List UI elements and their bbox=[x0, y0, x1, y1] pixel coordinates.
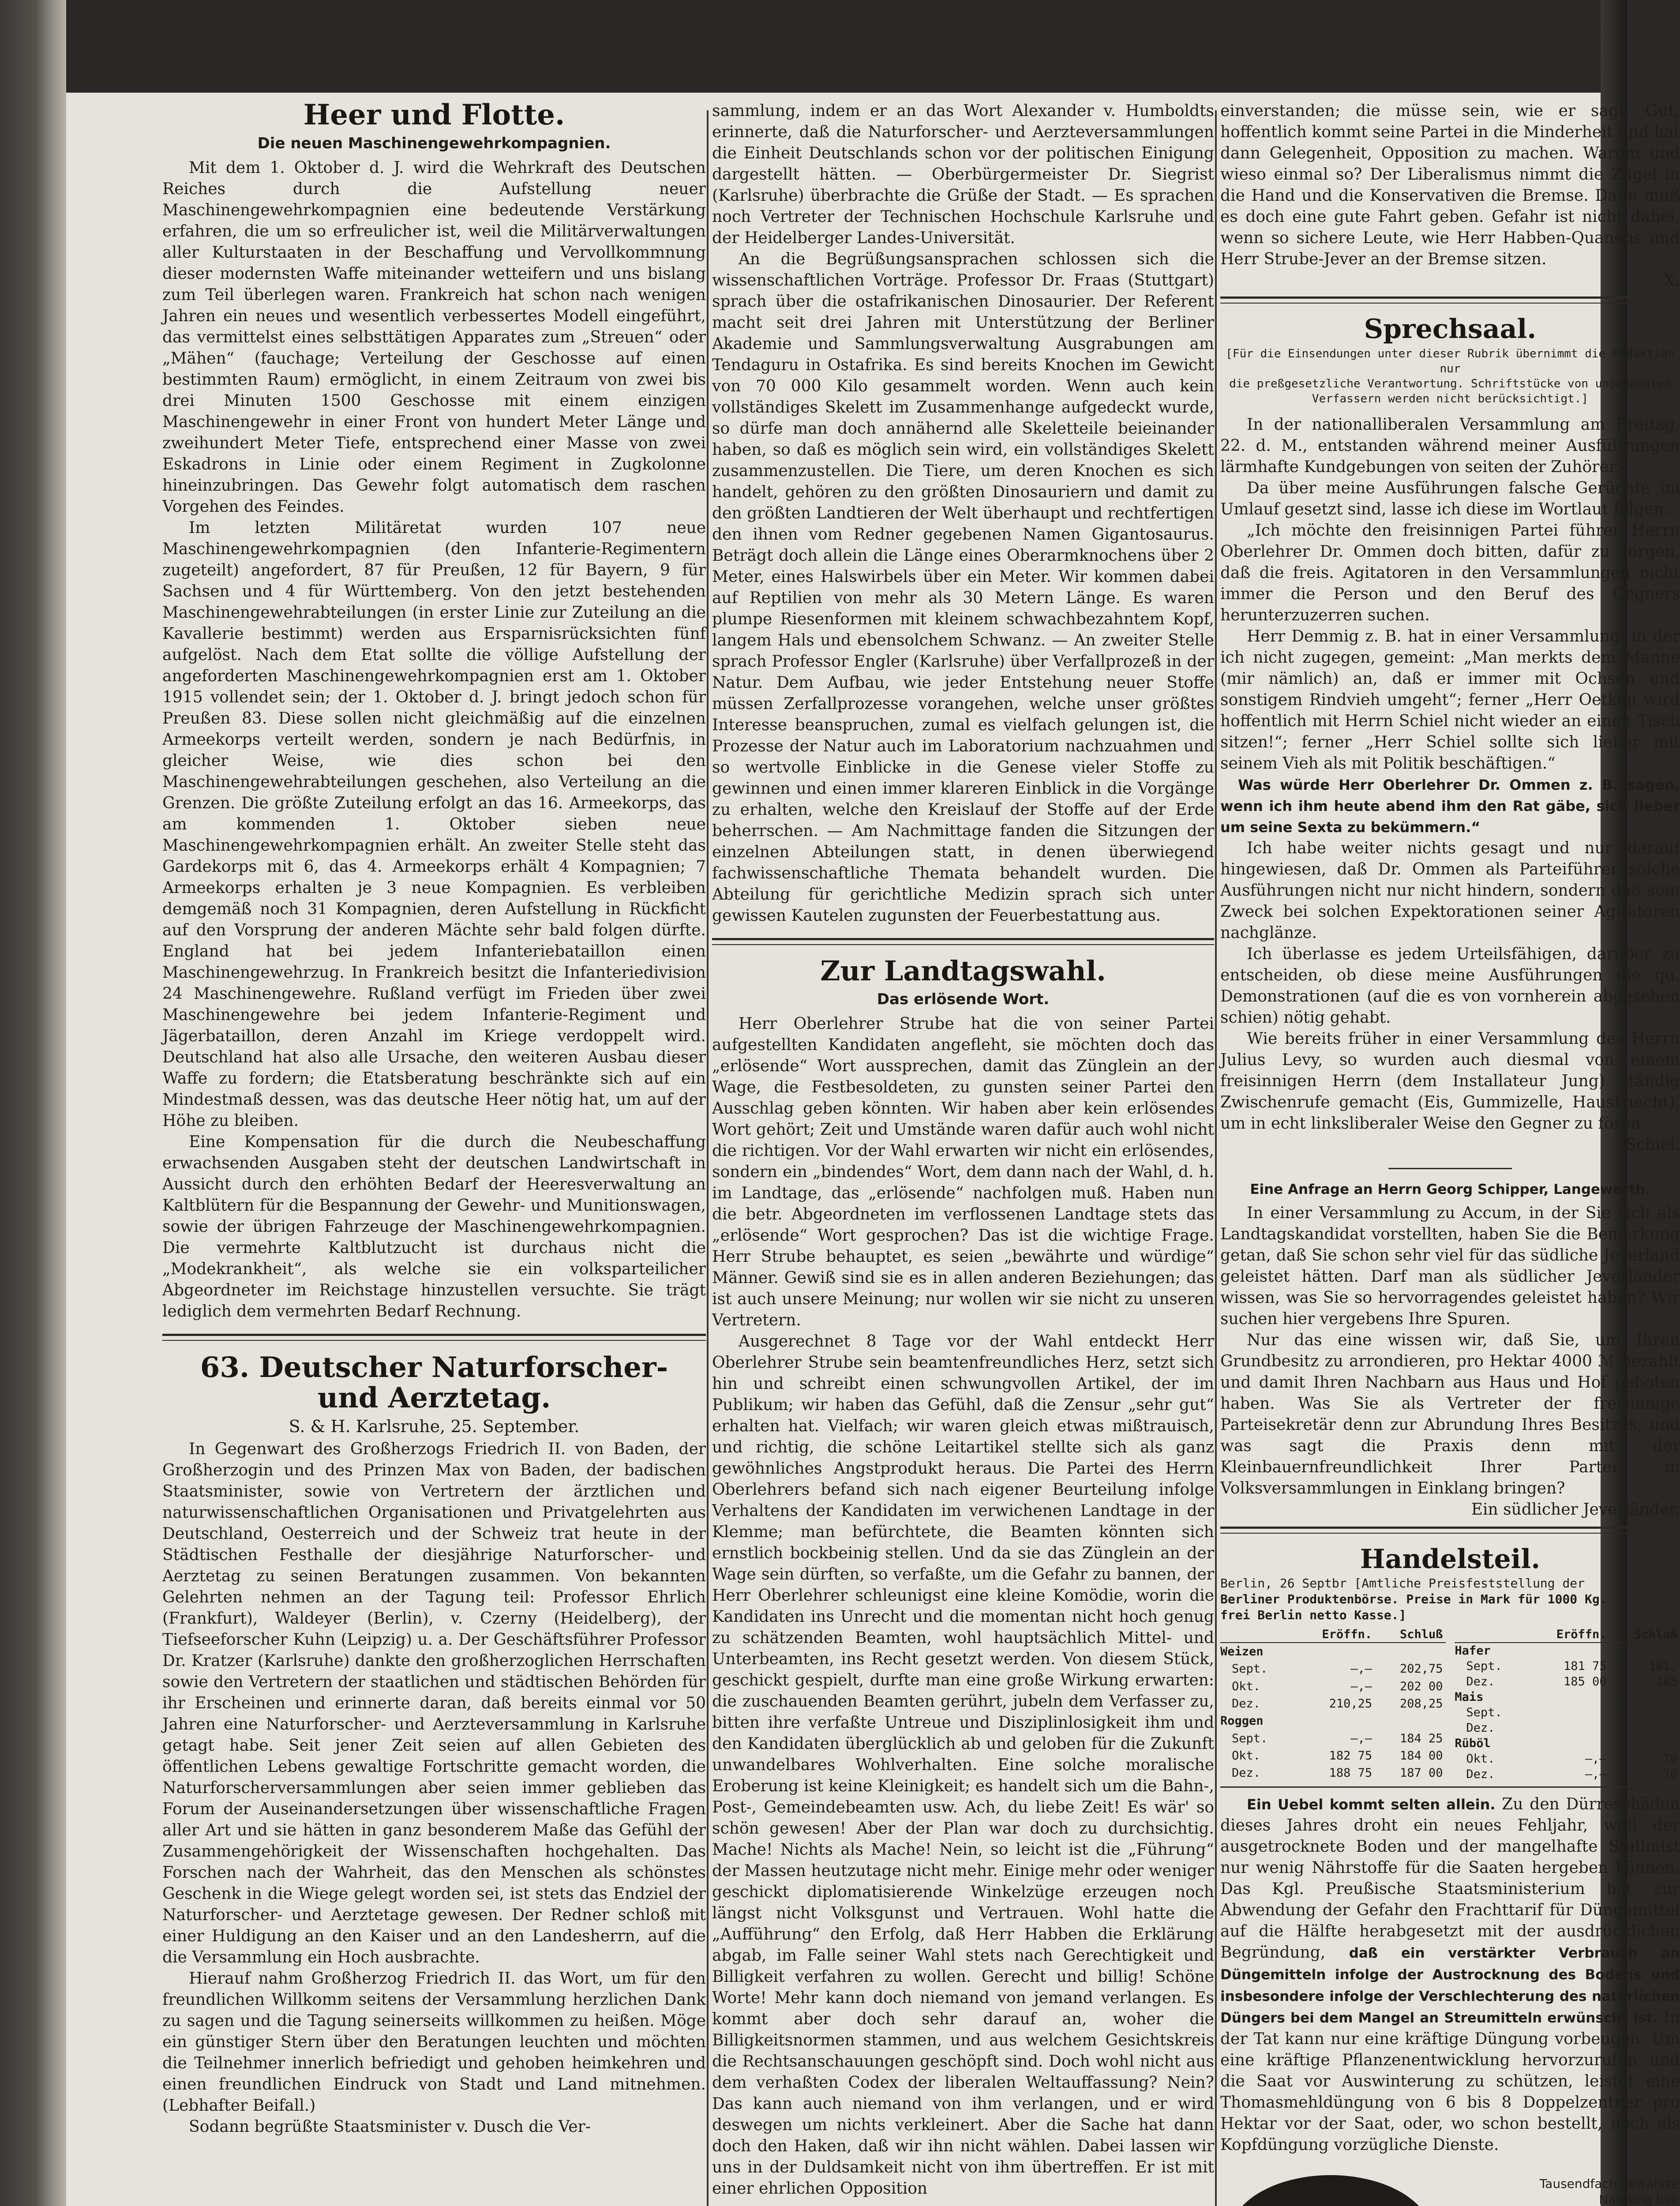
natur-paragraph: Sodann begrüßte Staatsminister v. Dusch die Ver- bbox=[189, 2118, 591, 2136]
section-divider bbox=[1220, 1527, 1680, 1534]
sprechsaal-heading: Sprechsaal. bbox=[1364, 314, 1537, 345]
heer-paragraph: Mit dem 1. Oktober d. J. wird die Wehrkraft des Deutschen Reiches durch die Aufstellung neuer Maschinengewehrkompagnien eine bedeutende Verstärkung erfahren, die um so erfreulicher ist, weil die Militärverwaltungen aller Kulturstaaten in der Beschaffung und Vervollkommnung dieser modernsten Waffe miteinander wetteifern und uns bislang zum Teil überlegen waren. Frankreich hat schon nach wenigen Jahren ein neues und wesentlich verbessertes Modell eingeführt, das vermittelst eines selbsttätigen Apparates zum „Streuen“ oder „Mähen“ (fauchage; Verteilung der Geschosse auf einen bestimmten Raum) ermöglicht, in einem Zeitraum von zwei bis drei Minuten 1500 Geschosse mit einem einzigen Maschinengewehr in einer Front von hundert Meter Länge und zweihundert Meter Tiefe, entsprechend einer Masse von zwei Eskadrons in Linie oder einem Regiment in Zugkolonne hineinzubringen. Das Gewehr folgt automatisch dem raschen Vorgehen des Feindes. bbox=[162, 159, 706, 516]
landtag-continued-paragraph: einverstanden; die müsse sein, wie er sagt. Gut; hoffentlich kommt seine Partei in die Minderheit und hat dann Gelegenheit, Opposition zu machen. Warum und wieso einmal so? Der Liberalismus nimmt die Zügel in die Hand und die Konservativen die Bremse. Dann muß es doch eine gute Fahrt geben. Gefahr ist nicht dabei, wenn so sichere Leute, wie Herr Habben-Quanens und Herr Strube-Jever an der Bremse sitzen. bbox=[1220, 102, 1680, 268]
market-cell-open: 181 75 bbox=[1564, 1659, 1607, 1673]
market-cell-open: 185 00 bbox=[1564, 1674, 1607, 1688]
heer-paragraph: Eine Kompensation für die durch die Neubeschaffung erwachsenden Ausgaben steht der deutschen Landwirtschaft in Aussicht durch den erhöhten Bedarf der Heeresverwaltung an Kaltblütern für die Bespannung der Gewehr- und Munitionswagen, sowie der übrigen Fahrzeuge der Maschinengewehrkompagnien. Die vermehrte Kaltblutzucht ist durchaus nicht die „Modekrankheit“, als welche sie ein volksparteilicher Abgeordneter im Reichstage hinzustellen versuchte. Sie trägt lediglich dem vermehrten Bedarf Rechnung. bbox=[162, 1133, 706, 1321]
natur-heading-line1: 63. Deutscher Naturforscher- bbox=[200, 1351, 668, 1384]
market-cell-open: 210,25 bbox=[1329, 1696, 1372, 1711]
sprechsaal-paragraph: „Ich möchte den freisinnigen Partei führer Herrn Oberlehrer Dr. Ommen doch bitten, dafür zu sorgen, daß die freis. Agitatoren in den Versammlungen nicht immer die Person und den Beruf des Gegners herunterzuzerren suchen. bbox=[1220, 521, 1680, 624]
market-cell-open: 182 75 bbox=[1329, 1749, 1372, 1763]
market-intro-line: frei Berlin netto Kasse.] bbox=[1220, 1607, 1406, 1622]
handelsteil-heading: Handelsteil. bbox=[1360, 1543, 1541, 1575]
market-row bbox=[1455, 1751, 1680, 1767]
market-cell-open: 188 75 bbox=[1329, 1766, 1372, 1780]
market-row bbox=[1455, 1767, 1680, 1782]
newspaper-page bbox=[66, 93, 1680, 2206]
ad-line: Nahrung bei: bbox=[1599, 2192, 1679, 2206]
market-cell-label: Okt. bbox=[1466, 1752, 1495, 1766]
market-cell-close bbox=[1609, 1736, 1680, 1751]
sprechsaal-paragraph: Ich habe weiter nichts gesagt und nur darauf hingewiesen, daß Dr. Ommen als Parteiführer solche Ausführungen nicht nur nicht hindern, sondern daß sein Zweck bei solchen Expektorationen seiner Agitatoren nachglänze. bbox=[1220, 839, 1680, 942]
natur-paragraph: Hierauf nahm Großherzog Friedrich II. das Wort, um für den freundlichen Willkomm seitens der Versammlung herzlichen Dank zu sagen und die Tagung seinerseits willkommen zu heißen. Möge ein günstiger Stern über den Beratungen leuchten und möchten die Teilnehmer innerlich befriedigt und gehoben heimkehren und einen freundlichen Eindruck von Stadt und Land mitnehmen. (Lebhafter Beifall.) bbox=[162, 1970, 706, 2115]
market-row bbox=[1220, 1712, 1446, 1730]
market-cell-close: 181, bbox=[1648, 1659, 1677, 1673]
market-col-header: Eröffn. bbox=[1294, 1627, 1375, 1643]
anfrage-heading: Eine Anfrage an Herrn Georg Schipper, Langewerth. bbox=[1250, 1181, 1650, 1197]
market-intro-line: Berliner Produktenbörse. Preise in Mark für 1000 Kg. bbox=[1220, 1591, 1607, 1606]
anfrage-paragraph: In einer Versammlung zu Accum, in der Sie sich als Landtagskandidat vorstellten, haben Sie die Bemerkung getan, daß Sie schon sehr viel für das südliche Jeverland geleistet hätten. Darf man als südlicher Jeverländer wissen, was Sie so hervorragendes geleistet haben? Wir suchen hier vergebens Ihre Spuren. bbox=[1220, 1204, 1680, 1328]
market-row bbox=[1220, 1695, 1446, 1712]
market-cell-open: —,— bbox=[1585, 1767, 1607, 1781]
market-cell-close: 185 bbox=[1656, 1674, 1677, 1688]
ad-line: Tausendfach bewährte bbox=[1539, 2176, 1679, 2191]
market-table-left bbox=[1220, 1627, 1446, 1782]
market-cell-open: —,— bbox=[1350, 1662, 1372, 1676]
market-cell-close bbox=[1609, 1689, 1680, 1705]
landtag-subheading: Das erlösende Wort. bbox=[877, 990, 1050, 1008]
market-row bbox=[1220, 1747, 1446, 1764]
market-row bbox=[1455, 1720, 1680, 1736]
anfrage-signature: Ein südlicher Jeverländer. bbox=[1471, 1500, 1680, 1519]
market-cell-close: 184 00 bbox=[1400, 1749, 1443, 1763]
market-row bbox=[1220, 1764, 1446, 1782]
market-row bbox=[1455, 1674, 1680, 1689]
market-cell-close bbox=[1609, 1705, 1680, 1720]
market-cell-open bbox=[1528, 1705, 1609, 1720]
market-cell-label: Sept. bbox=[1466, 1705, 1502, 1719]
market-cell-open bbox=[1528, 1720, 1609, 1736]
market-cell-close bbox=[1609, 1643, 1680, 1658]
heer-subheading: Die neuen Maschinengewehrkompagnien. bbox=[257, 135, 611, 153]
market-cell-label: Dez. bbox=[1466, 1767, 1495, 1781]
sprechsaal-signature: Schiel. bbox=[1625, 1135, 1680, 1154]
market-intro-line: Berlin, 26 Septbr [Amtliche Preisfeststellung der bbox=[1220, 1576, 1585, 1591]
uebel-text: Zu den Dürreschäden dieses Jahres droht ein neues Fehljahr, weil der ausgetrocknete Boden und der mangelhafte Stallmist nur wenig Nährstoffe für die Saaten hergeben können. Das Kgl. Preußische Staatsministerium hat zur Abwendung der Gefahr den Frachttarif für Düngemittel auf die Hälfte herabgesetzt mit der ausdrücklichen Begründung, bbox=[1220, 1795, 1680, 1962]
market-cell-open bbox=[1528, 1643, 1609, 1658]
market-intro bbox=[1220, 1576, 1680, 1623]
section-divider bbox=[712, 938, 1214, 945]
section-divider bbox=[162, 1334, 706, 1341]
market-col-header: Schluß bbox=[1609, 1627, 1680, 1643]
market-cell-open bbox=[1528, 1689, 1609, 1705]
market-cell-label: Weizen bbox=[1220, 1644, 1264, 1658]
market-row bbox=[1455, 1705, 1680, 1720]
market-cell-label: Sept. bbox=[1232, 1662, 1268, 1676]
market-cell-label: Sept. bbox=[1466, 1659, 1502, 1673]
market-cell-label: Dez. bbox=[1232, 1766, 1261, 1780]
column-2 bbox=[712, 93, 1214, 2206]
sprechsaal-disclaimer-line: Verfassern werden nicht berücksichtigt.] bbox=[1312, 392, 1589, 405]
sprechsaal-paragraph: Da über meine Ausführungen falsche Gerüchte im Umlauf gesetzt sind, lasse ich diese im Wortlaut folgen: bbox=[1220, 479, 1680, 518]
market-cell-close bbox=[1375, 1712, 1445, 1730]
market-col-header bbox=[1455, 1627, 1528, 1643]
market-cell-close bbox=[1375, 1643, 1445, 1660]
market-row bbox=[1220, 1643, 1446, 1660]
natur-continued-paragraph: An die Begrüßungsansprachen schlossen sich die wissenschaftlichen Vorträge. Professor Dr. Fraas (Stuttgart) sprach über die ostafrikanischen Dinosaurier. Der Referent macht seit drei Jahren mit Unterstützung der Berliner Akademie und Sammlungsverwaltung Ausgrabungen am Tendaguru in Ostafrika. Es sind bereits Knochen im Gewicht von 70 000 Kilo gesammelt worden. Wenn auch kein vollständiges Skelett im Zusammenhange aufgedeckt wurde, so dürfe man doch annähernd alle Skeletteile beieinander haben, so daß es möglich sein wird, ein vollständiges Skelett zusammenzustellen. Die Tiere, um deren Knochen es sich handelt, gehören zu den größten Dinosauriern und damit zu den größten Landtieren der Welt überhaupt und rechtfertigen den ihnen vom Redner gegebenen Namen Gigantosaurus. Beträgt doch allein die Länge eines Oberarmknochens über 2 Meter, eines Halswirbels über ein Meter. Wir kommen dabei auf Reptilien von mehr als 30 Metern Länge. Es waren plumpe Riesenformen mit kleinem schwachbezahntem Kopf, langem Hals und ebensolchem Schwanz. — An zweiter Stelle sprach Professor Engler (Karlsruhe) über Verfallprozeß in der Natur. Dem Aufbau, wie jeder Entstehung neuer Stoffe müssen Zerfallprozesse vorangehen, welche unser größtes Interesse beanspruchen, zumal es vielfach gelungen ist, die Prozesse der Natur auch im Laboratorium nachzuahmen und so wertvolle Einblicke in die Genese vieler Stoffe zu gewinnen und einen immer klareren Einblick in die Vorgänge zu erhalten, welche den Kreislauf der Stoffe auf der Erde beherrschen. — Am Nachmittage fanden die Sitzungen der einzelnen Abteilungen statt, in denen überwiegend fachwissenschaftliche Themata behandelt wurden. Die Abteilung für gerichtliche Medizin sprach sich unter gewissen Kautelen zugunsten der Feuerbestattung aus. bbox=[712, 250, 1214, 925]
column-rule bbox=[707, 110, 709, 2206]
market-col-header: Eröffn. bbox=[1528, 1627, 1609, 1643]
sprechsaal-paragraph: In der nationalliberalen Versammlung am Freitag, 22. d. M., entstanden während meiner Ausführungen lärmhafte Kundgebungen von seiten der Zuhörer. bbox=[1220, 415, 1680, 476]
market-cell-close: 202,75 bbox=[1400, 1662, 1443, 1676]
heer-heading: Heer und Flotte. bbox=[303, 98, 565, 131]
market-cell-close: 187 00 bbox=[1400, 1766, 1443, 1780]
market-row bbox=[1220, 1677, 1446, 1695]
section-divider bbox=[1220, 296, 1680, 304]
uebel-paragraph bbox=[1220, 1794, 1680, 2156]
market-cell-open: —,— bbox=[1350, 1679, 1372, 1693]
market-col-header bbox=[1220, 1627, 1294, 1643]
market-row bbox=[1455, 1643, 1680, 1658]
kufeke-advertisement bbox=[1220, 2171, 1680, 2206]
market-cell-close: 208,25 bbox=[1400, 1696, 1443, 1711]
book-binding-edge bbox=[0, 0, 66, 2206]
market-cell-open bbox=[1294, 1643, 1375, 1660]
anfrage-paragraph: Nur das eine wissen wir, daß Sie, um Ihren Grundbesitz zu arrondieren, pro Hektar 4000 ℳ bezahlt und damit Ihren Nachbarn aus Haus und Hof geboten haben. Was Sie als Vertreter der freisinnige Parteisekretär denn zur Abrundung Ihres Besitzes, und was sagt die Praxis denn mit der Kleinbauernfreundlichkeit Ihrer Partei in Volksversammlungen in Einklang bringen? bbox=[1220, 1331, 1680, 1497]
kufeke-claims bbox=[1441, 2176, 1679, 2206]
market-cell-label: Okt. bbox=[1232, 1679, 1261, 1693]
kufeke-logo bbox=[1229, 2175, 1432, 2206]
natur-paragraph: In Gegenwart des Großherzogs Friedrich II. von Baden, der Großherzogin und des Prinzen Max von Baden, der badischen Staatsminister, sowie von Vertretern der ärztlichen und naturwissenschaftlichen Organisationen und Privatgelehrten aus Deutschland, Oesterreich und der Schweiz trat heute in der Städtischen Festhalle der diesjährige Naturforscher- und Aerztetag zu seinen Beratungen zusammen. Von bekannten Gelehrten nehmen an der Tagung teil: Professor Ehrlich (Frankfurt), Waldeyer (Berlin), v. Czerny (Heidelberg), der Tiefseeforscher Kuhn (Leipzig) u. a. Der Geschäftsführer Professor Dr. Kratzer (Karlsruhe) dankte den großherzoglichen Herrschaften sowie den Vertretern der staatlichen und städtischen Behörden für ihr Erscheinen und erinnerte daran, daß bereits einmal vor 50 Jahren eine Naturforscher- und Aerzteversammlung in Karlsruhe getagt habe. Seit jener Zeit seien auf allen Gebieten des öffentlichen Lebens gewaltige Fortschritte gemacht worden, die Naturforscherversammlungen aber seien immer geblieben das Forum der Auseinandersetzungen über wissenschaftliche Fragen aller Art und sie hätten in ganz besonderem Maße das Gefühl der Zusammengehörigkeit der Wissenschaften hochgehalten. Das Forschen nach der Wahrheit, das den Menschen als schönstes Geschenk in die Wiege gelegt worden sei, ist stets das Endziel der Naturforscher- und Aerztetage gewesen. Der Redner schloß mit einer Huldigung an den Kaiser und an den Landesherrn, auf die die Versammlung ein Hoch ausbrachte. bbox=[162, 1440, 706, 1967]
market-row bbox=[1220, 1660, 1446, 1677]
uebel-bold-text: daß ein verstärkter Verbrauch an Düngemitteln infolge der Austrocknung des Bodens und insbesondere infolge der Verschlechterung des natürlichen Düngers bei dem Mangel an Streumitteln erwünscht ist. bbox=[1220, 1945, 1680, 2026]
market-cell-label: Dez. bbox=[1466, 1721, 1495, 1735]
market-row bbox=[1220, 1730, 1446, 1747]
market-cell-open bbox=[1294, 1712, 1375, 1730]
market-cell-label: Mais bbox=[1455, 1690, 1484, 1704]
market-row bbox=[1455, 1689, 1680, 1705]
heer-paragraph: Im letzten Militäretat wurden 107 neue Maschinengewehrkompagnien (den Infanterie-Regimentern zugeteilt) angefordert, 87 für Preußen, 12 für Bayern, 9 für Sachsen und 4 für Württemberg. Von den jetzt bestehenden Maschinengewehrabteilungen (in erster Linie zur Zuteilung an die Kavallerie bestimmt) werden aus Ersparnisrücksichten fünf aufgelöst. Nach dem Etat sollte die völlige Aufstellung der angeforderten Maschinengewehrkompagnien erst am 1. Oktober 1915 vollendet sein; der 1. Oktober d. J. bringt jedoch schon für Preußen 83. Diese sollen nicht gleichmäßig auf die einzelnen Armeekorps verteilt werden, sondern je nach Bedürfnis, in gleicher Weise, wie dies schon bei den Maschinengewehrabteilungen geschehen, also Verteilung an die Grenzen. Die größte Zuteilung erfolgt an das 16. Armeekorps, das am kommenden 1. Oktober sieben neue Maschinengewehrkompagnien erhält. An zweiter Stelle steht das Gardekorps mit 6, das 4. Armeekorps erhält 4 Kompagnien; 7 Armeekorps erhalten je 3 neue Kompagnien. Es verbleiben demgemäß noch 31 Kompagnien, deren Aufstellung in Rückficht auf den Vorsprung der anderen Mächte sehr bald folgen dürfte. England hat bei jedem Infanteriebataillon einen Maschinengewehrzug. In Frankreich besitzt die Infanteriedivision 24 Maschinengewehre. Rußland verfügt im Frieden über zwei Maschinengewehre bei jedem Infanterie-Regiment und Jägerbataillon, deren Anzahl im Kriege verdoppelt wird. Deutschland hat also alle Ursache, den weiteren Ausbau dieser Waffe zu fordern; die Etatsberatung beschränkte sich auf ein Mindestmaß dessen, was das deutsche Heer nötig hat, um auf der Höhe zu bleiben. bbox=[162, 519, 706, 1130]
landtag-heading: Zur Landtagswahl. bbox=[820, 955, 1106, 987]
market-cell-label: Dez. bbox=[1232, 1696, 1261, 1711]
landtag-paragraph: Herr Oberlehrer Strube hat die von seiner Partei aufgestellten Kandidaten angefleht, sie möchten doch das „erlösende“ Wort aussprechen, damit das Zünglein an der Wage, die Festbesoldeten, zu gunsten seiner Partei den Ausschlag geben könnten. Wir haben aber kein erlösendes Wort gehört; Zeit und Umstände waren dafür auch wohl nicht die richtigen. Vor der Wahl erwarten wir nicht ein erlösendes, sondern ein „bindendes“ Wort, dem dann nach der Wahl, d. h. im Landtage, das „erlösende“ nachfolgen muß. Haben nun die betr. Abgeordneten im verflossenen Landtage stets das „erlösende“ Wort gesprochen? Das ist die wichtige Frage. Herr Strube behauptet, es seien „bewährte und würdige“ Männer. Gewiß sind sie es in allen anderen Beziehungen; das ist auch unsere Meinung; nur wollen wir sie nicht zu unseren Vertretern. bbox=[712, 1014, 1214, 1329]
uebel-lead: Ein Uebel kommt selten allein. bbox=[1247, 1796, 1496, 1813]
market-cell-close: 70 bbox=[1663, 1752, 1677, 1766]
uebel-text: In der Tat kann nur eine kräftige Düngung vorbeugen. Um eine kräftige Pflanzenentwicklung hervorzurufen und die Saat vor Auswinterung zu schützen, leistet eine Thomasmehldüngung von 6 bis 8 Doppelzentner pro Hektar vor der Saat, oder, wo schon bestellt, noch als Kopfdüngung vorzügliche Dienste. bbox=[1220, 2008, 1680, 2154]
market-cell-open: —,— bbox=[1350, 1731, 1372, 1745]
sprechsaal-disclaimer bbox=[1220, 346, 1680, 406]
market-cell-close: 184 25 bbox=[1400, 1731, 1443, 1745]
market-cell-label: Hafer bbox=[1455, 1643, 1491, 1658]
market-cell-close: 202 00 bbox=[1400, 1679, 1443, 1693]
market-cell-open bbox=[1528, 1736, 1609, 1751]
sprechsaal-disclaimer-line: [Für die Einsendungen unter dieser Rubrik übernimmt die Redaktion nur bbox=[1226, 347, 1675, 375]
market-cell-close bbox=[1609, 1720, 1680, 1736]
landtag-paragraph: Ausgerechnet 8 Tage vor der Wahl entdeckt Herr Oberlehrer Strube sein beamtenfreundliches Herz, setzt sich hin und schreibt einen schwungvollen Artikel, der im Publikum; wir haben das Gefühl, daß die Zensur „sehr gut“ erhalten hat. Vielfach; wir waren gleich etwas mißtrauisch, und richtig, die schöne Leitartikel stellte sich als ganz gewöhnliches Angstprodukt heraus. Die Partei des Herrn Oberlehrers befand sich nach eigener Beurteilung infolge Verhaltens der Kandidaten im verwichenen Landtage in der Klemme; man befürchtete, die Beamten könnten sich ernstlich bockbeinig stellen. Und da sie das Zünglein an der Wage sein dürften, so verfaßte, um die Gefahr zu bannen, der Herr Oberlehrer schleunigst eine kleine Komödie, worin die Kandidaten ins Unrecht und die momentan nicht hoch genug zu schätzenden Beamten, wohl hauptsächlich Mittel- und Unterbeamten, ins Recht gesetzt werden. Von diesem Stück, geschickt gespielt, durfte man eine große Wirkung erwarten: die zuschauenden Beamten gerührt, jubeln dem Verfasser zu, bitten ihre verfaßte Untreue und Disziplinlosigkeit ihm und den Kandidaten überglücklich ab und geloben für die Zukunft unwandelbares Wohlverhalten. Eine solche moralische Eroberung ist keine Kleinigkeit; es handelt sich um die Bahn-, Post-, Gemeindebeamten usw. Ach, du liebe Zeit! Es wär' so schön gewesen! Aber der Plan war doch zu durchsichtig. Mache! Nichts als Mache! Nein, so leicht ist die „Führung“ der Massen heutzutage nicht mehr. Einige mehr oder weniger geschickt diplomatisierende Winkelzüge erzeugen noch längst nicht Volksgunst und Vertrauen. Wohl hatte die „Aufführung“ den Erfolg, daß Herr Habben die Erklärung abgab, im Falle seiner Wahl stets nach Gerechtigkeit und Billigkeit verfahren zu wollen. Gerecht und billig! Schöne Worte! Mehr kann doch niemand von jemand verlangen. Es kommt aber doch sehr darauf an, woher die Billigkeitsnormen stammen, und aus welchem Gesichtskreis die Rechtsanschauungen geschöpft sind. Doch wohl nicht aus dem verhaßten Codex der liberalen Weltauffassung? Nein? Das kann auch niemand von ihm verlangen, und er wird deswegen um nichts verkleinert. Aber die Sache hat dann doch den Haken, daß wir ihn nicht wählen. Dabei lassen wir uns in der Duldsamkeit nicht von ihm übertreffen. Er ist mit einer ehrlichen Opposition bbox=[712, 1332, 1214, 2198]
market-cell-label: Rüböl bbox=[1455, 1736, 1491, 1750]
market-col-header: Schluß bbox=[1375, 1627, 1445, 1643]
short-divider bbox=[1388, 1168, 1512, 1169]
market-row bbox=[1455, 1658, 1680, 1674]
natur-continued-paragraph: sammlung, indem er an das Wort Alexander v. Humboldts erinnerte, daß die Naturforscher- und Aerzteversammlungen die Einheit Deutschlands schon vor der politischen Einigung dargestellt hätten. — Oberbürgermeister Dr. Siegrist (Karlsruhe) überbrachte die Grüße der Stadt. — Es sprachen noch Vertreter der Technischen Hochschule Karlsruhe und der Heidelberger Landes-Universität. bbox=[712, 102, 1214, 247]
landtag-signature: X. bbox=[1663, 271, 1680, 289]
sprechsaal-paragraph: Ich überlasse es jedem Urteilsfähigen, darüber zu entscheiden, ob diese meine Ausführungen die qu. Demonstrationen (auf die es von vornherein abgesehen schien) nötig gehabt. bbox=[1220, 945, 1680, 1027]
natur-dateline: S. & H. Karlsruhe, 25. September. bbox=[289, 1417, 580, 1437]
market-price-tables bbox=[1220, 1627, 1680, 1788]
market-cell-label: Sept. bbox=[1232, 1731, 1268, 1745]
market-cell-label: Dez. bbox=[1466, 1674, 1495, 1688]
market-cell-close: 70 bbox=[1663, 1767, 1677, 1781]
column-3 bbox=[1220, 93, 1680, 2206]
column-rule bbox=[1215, 110, 1217, 2206]
sprechsaal-paragraph: Wie bereits früher in einer Versammlung des Herrn Julius Levy, so wurden auch diesmal von einem freisinnigen Herrn (dem Installateur Jung) ständig Zwischenrufe gemacht (Eis, Gummizelle, Hausknecht), um in echt linksliberaler Weise den Gegner zu fören. bbox=[1220, 1029, 1680, 1133]
sprechsaal-bold-question: Was würde Herr Oberlehrer Dr. Ommen z. B. sagen, wenn ich ihm heute abend ihm den Rat gäbe, sich lieber um seine Sexta zu bekümmern.“ bbox=[1220, 776, 1680, 836]
market-cell-open: —,— bbox=[1585, 1752, 1607, 1766]
market-table-right bbox=[1455, 1627, 1680, 1782]
market-row bbox=[1455, 1736, 1680, 1751]
market-cell-label: Okt. bbox=[1232, 1749, 1261, 1763]
sprechsaal-paragraph: Herr Demmig z. B. hat in einer Versammlung, in der ich nicht zugegen, gemeint: „Man merkts dem Manne (mir nämlich) an, daß er immer mit Ochsen und sonstigem Rindvieh umgeht“; ferner „Herr Oetken wird hoffentlich mit Herrn Schiel nicht wieder an einen Tisch sitzen!“; ferner „Herr Schiel sollte sich lieber mit seinem Vieh als mit Politik beschäftigen.“ bbox=[1220, 627, 1680, 773]
market-cell-label: Roggen bbox=[1220, 1714, 1264, 1728]
natur-heading-line2: und Aerztetag. bbox=[317, 1381, 551, 1415]
sprechsaal-disclaimer-line: die preßgesetzliche Verantwortung. Schriftstücke von ungenannten bbox=[1229, 377, 1671, 390]
column-1 bbox=[162, 93, 706, 2206]
